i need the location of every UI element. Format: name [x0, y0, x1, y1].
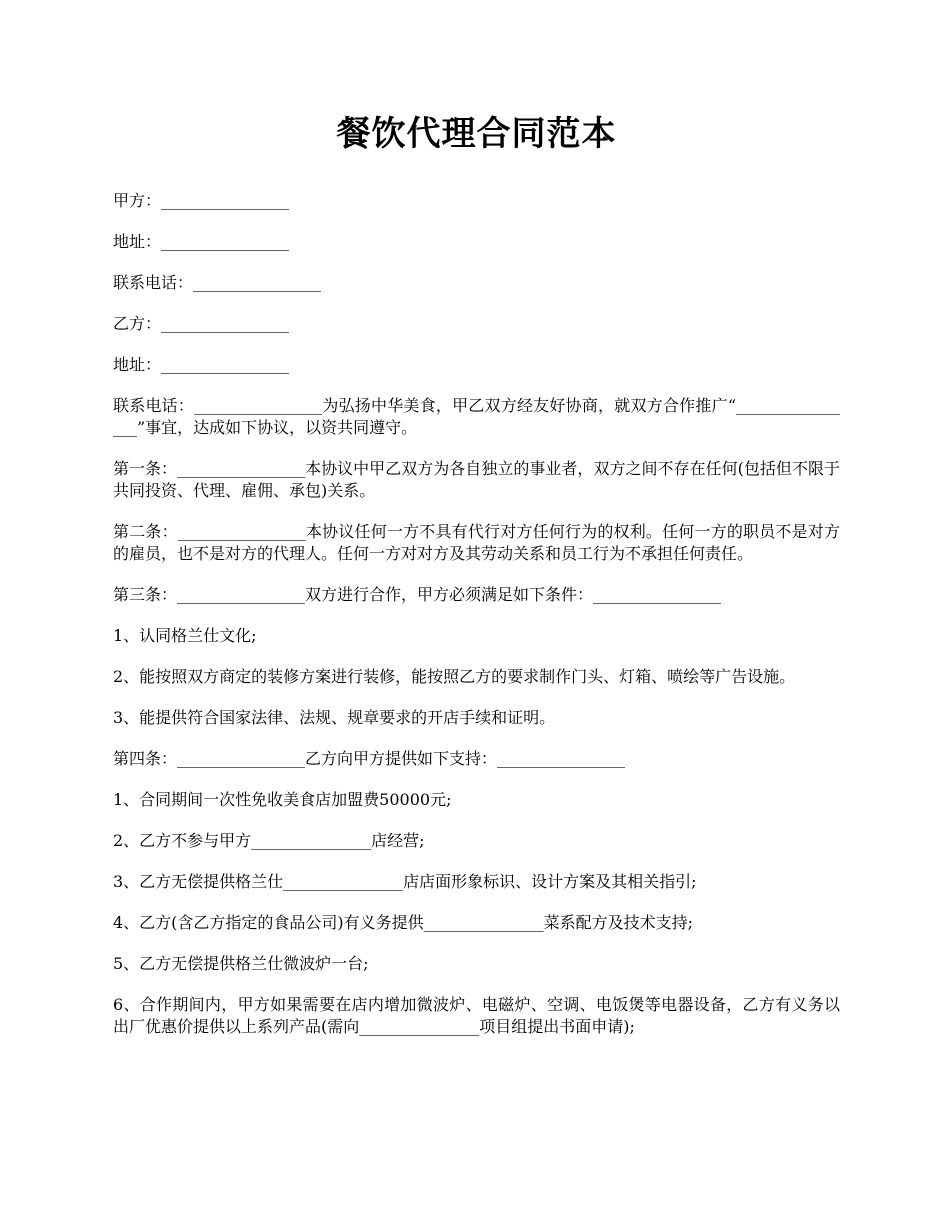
document-page — [113, 110, 840, 1057]
document-title: 餐饮代理合同范本 — [336, 114, 617, 154]
article-3-item-2: 2、能按照双方商定的装修方案进行装修，能按照乙方的要求制作门头、灯箱、喷绘等广告设施。 — [113, 667, 796, 686]
article-2-paragraph: 第二条：________________本协议任何一方不具有代行对方任何行为的权利。任何一方的职员不是对方的雇员，也不是对方的代理人。任何一方对对方及其劳动关系和员工行为不承担任何责任。 — [113, 522, 840, 563]
article-4-item-4: 4、乙方(含乙方指定的食品公司)有义务提供_______________菜系配方及技术支持; — [113, 913, 694, 932]
article-1-paragraph: 第一条：________________本协议中甲乙双方为各自独立的事业者，双方之间不存在任何(包括但不限于共同投资、代理、雇佣、承包)关系。 — [113, 459, 840, 500]
article-3-item-3: 3、能提供符合国家法律、法规、规章要求的开店手续和证明。 — [113, 708, 556, 727]
article-4-item-6: 6、合作期间内，甲方如果需要在店内增加微波炉、电磁炉、空调、电饭煲等电器设备，乙方有义务以出厂优惠价提供以上系列产品(需向_______________项目组提出书面申请); — [113, 995, 840, 1036]
party-a-address-line: 地址：________________ — [113, 232, 290, 251]
party-b-address-line: 地址：________________ — [113, 355, 290, 374]
article-4-item-2: 2、乙方不参与甲方_______________店经营; — [113, 831, 425, 850]
party-b-line: 乙方：________________ — [113, 314, 290, 333]
preamble-paragraph: 联系电话：________________为弘扬中华美食，甲乙双方经友好协商，就双方合作推广“________________”事宜，达成如下协议，以资共同遵守。 — [113, 396, 840, 437]
article-3-paragraph: 第三条：________________双方进行合作，甲方必须满足如下条件：________________ — [113, 585, 722, 604]
article-4-item-3: 3、乙方无偿提供格兰仕_______________店店面形象标识、设计方案及其相关指引; — [113, 872, 697, 891]
party-a-line: 甲方：________________ — [113, 191, 290, 210]
party-a-phone-line: 联系电话：________________ — [113, 273, 322, 292]
article-4-paragraph: 第四条：________________乙方向甲方提供如下支持：________________ — [113, 749, 626, 768]
article-3-item-1: 1、认同格兰仕文化; — [113, 626, 257, 645]
article-4-item-1: 1、合同期间一次性免收美食店加盟费50000元; — [113, 790, 452, 809]
article-4-item-5: 5、乙方无偿提供格兰仕微波炉一台; — [113, 954, 369, 973]
